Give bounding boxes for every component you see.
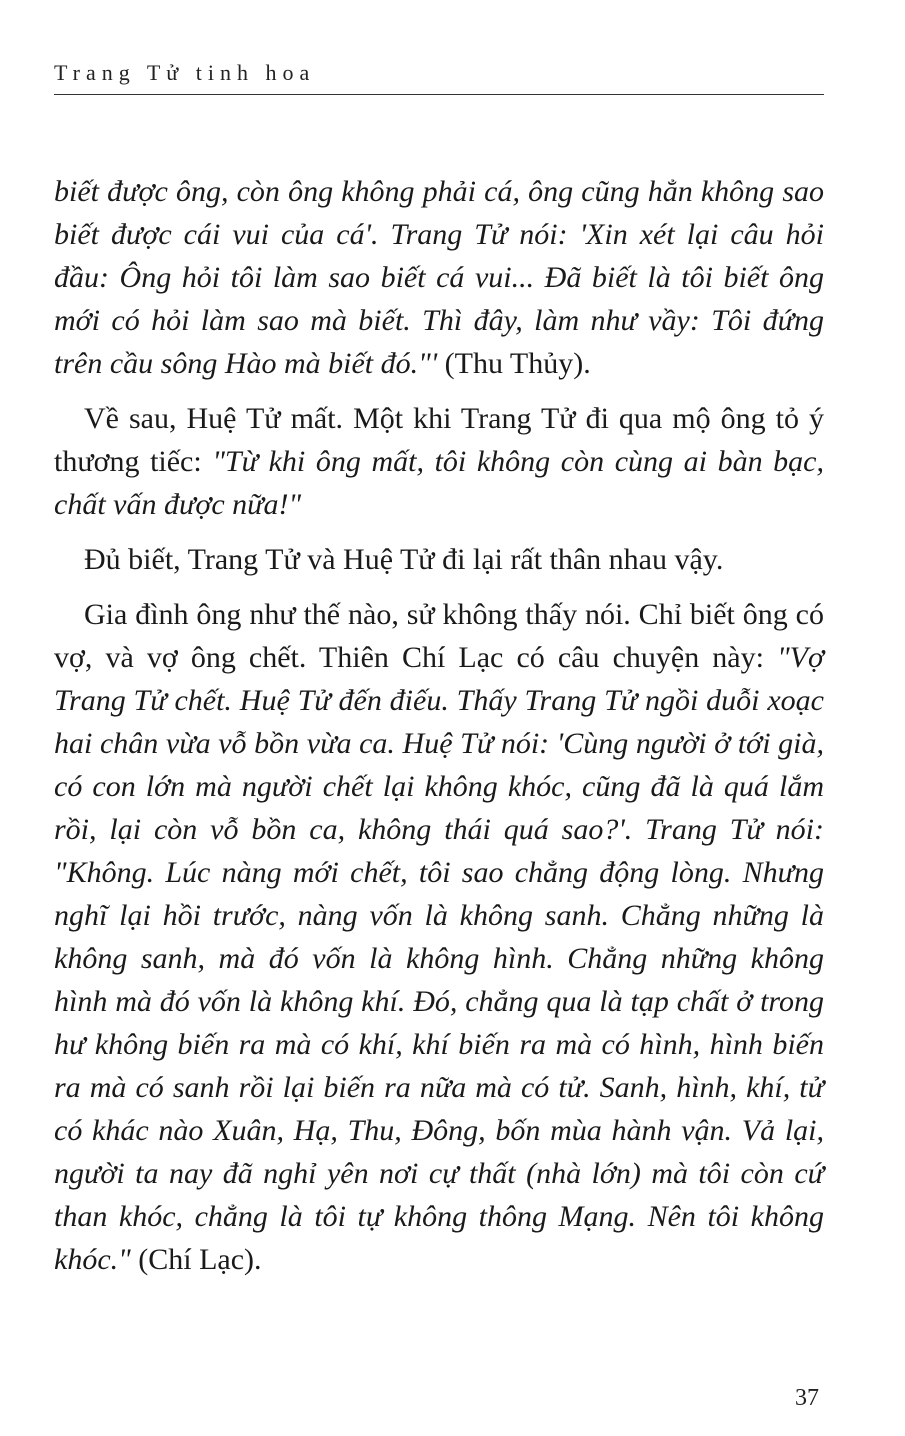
quote-text: biết được ông, còn ông không phải cá, ông cũng hẳn không sao biết được cái vui của cá'. Trang Tử nói: 'Xin xét lại câu hỏi đầu: Ông hỏi tôi làm sao biết cá vui... Đã biết là tôi biết ông mới có hỏi làm sao mà biết. Thì đây, làm như vầy: Tôi đứng trên cầu sông Hào mà biết đó."' xyxy=(54,175,824,380)
paragraph-4 xyxy=(54,593,824,1281)
body-text: Về sau, Huệ Tử mất. Một khi Trang Tử đi qua mộ ông tỏ ý thương tiếc: xyxy=(54,402,824,478)
page-body xyxy=(54,170,824,1293)
paragraph-3 xyxy=(54,538,824,581)
quote-text: "Vợ Trang Tử chết. Huệ Tử đến điếu. Thấy Trang Tử ngồi duỗi xoạc hai chân vừa vỗ bồn vừa ca. Huệ Tử nói: 'Cùng người ở tới già, có con lớn mà người chết lại không khóc, cũng đã là quá lắm rồi, lại còn vỗ bồn ca, không thái quá sao?'. Trang Tử nói: "Không. Lúc nàng mới chết, tôi sao chẳng động lòng. Nhưng nghĩ lại hồi trước, nàng vốn là không sanh. Chẳng những là không sanh, mà đó vốn là không hình. Chẳng những không hình mà đó vốn là không khí. Đó, chẳng qua là tạp chất ở trong hư không biến ra mà có khí, khí biến ra mà có hình, hình biến ra mà có sanh rồi lại biến ra nữa mà có tử. Sanh, hình, khí, tử có khác nào Xuân, Hạ, Thu, Đông, bốn mùa hành vận. Vả lại, người ta nay đã nghỉ yên nơi cự thất (nhà lớn) mà tôi còn cứ than khóc, chẳng là tôi tự không thông Mạng. Nên tôi không khóc." xyxy=(54,641,824,1276)
header-rule xyxy=(54,94,824,95)
paragraph-1 xyxy=(54,170,824,385)
source-citation: (Chí Lạc). xyxy=(130,1243,262,1276)
running-head-title: Trang Tử tinh hoa xyxy=(54,60,316,85)
running-header xyxy=(54,58,824,95)
paragraph-2 xyxy=(54,397,824,526)
body-text: Gia đình ông như thế nào, sử không thấy nói. Chỉ biết ông có vợ, và vợ ông chết. Thiên Chí Lạc có câu chuyện này: xyxy=(54,598,824,674)
body-text: Đủ biết, Trang Tử và Huệ Tử đi lại rất thân nhau vậy. xyxy=(84,543,724,576)
quote-text: "Từ khi ông mất, tôi không còn cùng ai bàn bạc, chất vấn được nữa!" xyxy=(54,445,824,521)
page-number: 37 xyxy=(795,1385,819,1411)
source-citation: (Thu Thủy). xyxy=(437,347,591,380)
